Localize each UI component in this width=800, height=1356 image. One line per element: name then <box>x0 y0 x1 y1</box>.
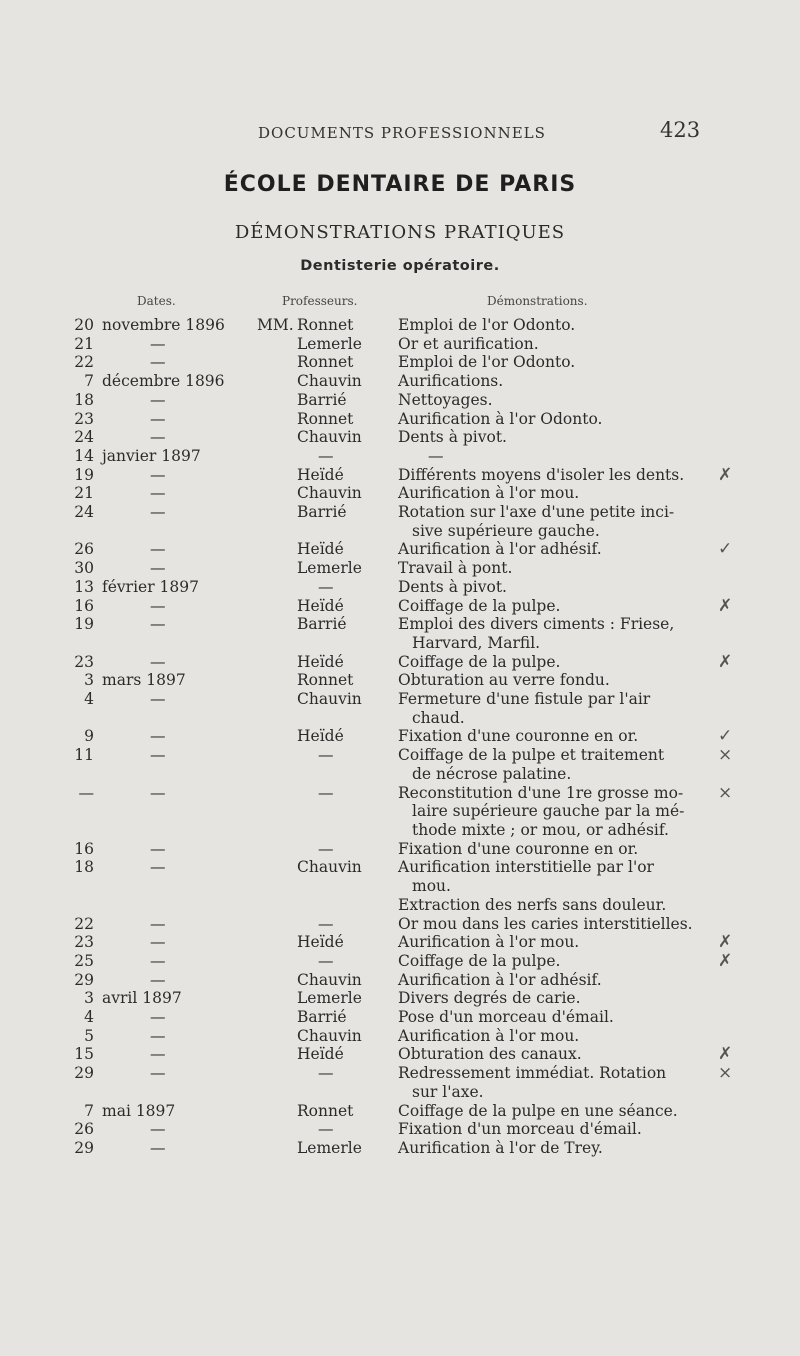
row-demonstration <box>398 840 710 859</box>
demonstration-line: Aurification à l'or mou. <box>398 1026 580 1045</box>
demonstration-line: Aurification à l'or adhésif. <box>398 970 602 989</box>
demonstration-line: Rotation sur l'axe d'une petite inci- <box>398 503 675 522</box>
row-professor: Heïdé <box>297 1045 344 1064</box>
column-header-professors: Professeurs. <box>282 294 358 308</box>
demonstration-line: Obturation au verre fondu. <box>398 671 610 690</box>
demonstration-line: Aurification à l'or adhésif. <box>398 540 602 559</box>
row-day: 18 <box>74 858 94 877</box>
row-day: 24 <box>74 503 94 522</box>
row-demonstration <box>398 615 710 652</box>
row-professor: Chauvin <box>297 428 362 447</box>
row-month: avril 1897 <box>102 989 182 1008</box>
running-title: DOCUMENTS PROFESSIONNELS <box>258 124 546 142</box>
row-professor: Lemerle <box>297 334 362 353</box>
demonstration-line: — <box>428 446 444 465</box>
row-day: 29 <box>74 1138 94 1157</box>
table-row <box>0 727 800 746</box>
table-row <box>0 858 800 914</box>
table-row <box>0 410 800 429</box>
row-professor: Ronnet <box>297 353 354 372</box>
row-day: 15 <box>74 1045 94 1064</box>
row-professor: Chauvin <box>297 970 362 989</box>
demonstration-line: Aurification interstitielle par l'or <box>398 858 654 877</box>
row-demonstration <box>398 915 710 934</box>
row-day: 24 <box>74 428 94 447</box>
table-row <box>0 428 800 447</box>
table-row <box>0 316 800 335</box>
row-month: — <box>150 746 166 765</box>
row-day: 4 <box>84 690 94 709</box>
table-row <box>0 1027 800 1046</box>
row-month: — <box>150 559 166 578</box>
row-demonstration <box>398 410 710 429</box>
demonstration-line: Reconstitution d'une 1re grosse mo- <box>398 783 684 802</box>
row-professor: Chauvin <box>297 484 362 503</box>
demonstration-line: Dents à pivot. <box>398 428 507 447</box>
row-day: 7 <box>84 1101 94 1120</box>
row-month: — <box>150 1064 166 1083</box>
row-demonstration <box>398 372 710 391</box>
row-month: — <box>150 858 166 877</box>
row-professor: Barrié <box>297 503 347 522</box>
row-professor: Heïdé <box>297 933 344 952</box>
row-day: 5 <box>84 1026 94 1045</box>
row-day: 26 <box>74 1120 94 1139</box>
row-month: — <box>150 1045 166 1064</box>
row-day: 29 <box>74 1064 94 1083</box>
row-demonstration <box>398 653 710 672</box>
row-demonstration <box>398 428 710 447</box>
row-month: février 1897 <box>102 577 199 596</box>
row-professor: — <box>318 746 334 765</box>
row-month: — <box>150 652 166 671</box>
row-day: 14 <box>74 446 94 465</box>
row-professor: — <box>318 839 334 858</box>
table-row <box>0 559 800 578</box>
margin-check-mark-icon: ✗ <box>718 932 733 953</box>
row-professor: Heïdé <box>297 540 344 559</box>
page-title: ÉCOLE DENTAIRE DE PARIS <box>223 172 577 197</box>
row-demonstration <box>398 316 710 335</box>
row-professor: Lemerle <box>297 1138 362 1157</box>
row-professor: Ronnet <box>297 316 354 334</box>
table-row <box>0 1120 800 1139</box>
row-demonstration <box>398 784 710 840</box>
table-row <box>0 615 800 652</box>
table-row <box>0 952 800 971</box>
row-day: 20 <box>74 316 94 334</box>
row-professor: Heïdé <box>297 465 344 484</box>
table-row <box>0 653 800 672</box>
demonstration-line: sive supérieure gauche. <box>412 521 600 540</box>
demonstration-line: mou. <box>412 877 451 896</box>
margin-check-mark-icon: ✓ <box>718 539 733 560</box>
demonstration-line: Divers degrés de carie. <box>398 989 581 1008</box>
table-row <box>0 335 800 354</box>
table-row <box>0 540 800 559</box>
row-day: 3 <box>84 671 94 690</box>
page-subtitle: DÉMONSTRATIONS PRATIQUES <box>234 222 566 243</box>
row-month: — <box>150 1120 166 1139</box>
row-demonstration <box>398 484 710 503</box>
row-professor: Ronnet <box>297 671 354 690</box>
demonstration-line: thode mixte ; or mou, or adhésif. <box>412 820 669 839</box>
row-day: — <box>78 783 94 802</box>
row-month: décembre 1896 <box>102 372 225 391</box>
row-day: 11 <box>74 746 94 765</box>
demonstration-line: Obturation des canaux. <box>398 1045 582 1064</box>
row-month: — <box>150 933 166 952</box>
row-demonstration <box>398 1027 710 1046</box>
row-day: 23 <box>74 409 94 428</box>
page-number: 423 <box>660 118 701 142</box>
row-demonstration <box>398 746 710 783</box>
table-row <box>0 372 800 391</box>
row-month: — <box>150 1138 166 1157</box>
row-demonstration <box>398 1139 710 1158</box>
row-professor: Barrié <box>297 1008 347 1027</box>
margin-check-mark-icon: ✓ <box>718 726 733 747</box>
row-demonstration <box>398 952 710 971</box>
demonstration-line: Aurification à l'or de Trey. <box>398 1138 603 1157</box>
row-demonstration <box>398 727 710 746</box>
demonstration-line: Travail à pont. <box>398 559 513 578</box>
row-month: — <box>150 465 166 484</box>
column-header-dates: Dates. <box>137 294 176 308</box>
margin-check-mark-icon: × <box>718 745 733 766</box>
demonstration-line: Coiffage de la pulpe. <box>398 596 561 615</box>
row-day: 3 <box>84 989 94 1008</box>
row-demonstration <box>398 578 710 597</box>
demonstration-line: Coiffage de la pulpe. <box>398 652 561 671</box>
row-month: — <box>150 1008 166 1027</box>
row-day: 16 <box>74 839 94 858</box>
row-day: 18 <box>74 390 94 409</box>
row-month: novembre 1896 <box>102 316 225 334</box>
row-demonstration <box>398 1102 710 1121</box>
demonstration-line: Emploi de l'or Odonto. <box>398 316 576 334</box>
row-professor: Barrié <box>297 390 347 409</box>
demonstration-line: laire supérieure gauche par la mé- <box>412 802 685 821</box>
demonstration-line: Redressement immédiat. Rotation <box>398 1064 667 1083</box>
row-demonstration <box>398 447 710 466</box>
demonstration-line: Fermeture d'une fistule par l'air <box>398 690 651 709</box>
table-row <box>0 746 800 783</box>
row-professor: — <box>318 577 334 596</box>
table-row <box>0 784 800 840</box>
row-professor: — <box>318 951 334 970</box>
section-heading: Dentisterie opératoire. <box>300 258 500 274</box>
demonstration-line: Aurification à l'or mou. <box>398 484 580 503</box>
row-month: — <box>150 839 166 858</box>
table-row <box>0 503 800 540</box>
row-day: 16 <box>74 596 94 615</box>
row-demonstration <box>398 1008 710 1027</box>
demonstration-line: Coiffage de la pulpe en une séance. <box>398 1101 678 1120</box>
demonstration-line: Emploi des divers ciments : Friese, <box>398 615 675 634</box>
row-professor: Lemerle <box>297 559 362 578</box>
row-month: — <box>150 596 166 615</box>
row-month: — <box>150 390 166 409</box>
row-demonstration <box>398 971 710 990</box>
row-day: 30 <box>74 559 94 578</box>
row-professor: Chauvin <box>297 690 362 709</box>
table-row <box>0 1008 800 1027</box>
row-day: 22 <box>74 914 94 933</box>
margin-check-mark-icon: ✗ <box>718 1044 733 1065</box>
row-professor: — <box>318 783 334 802</box>
row-demonstration <box>398 540 710 559</box>
demonstration-line: Pose d'un morceau d'émail. <box>398 1008 614 1027</box>
table-row <box>0 1139 800 1158</box>
row-month: — <box>150 690 166 709</box>
table-row <box>0 690 800 727</box>
row-day: 22 <box>74 353 94 372</box>
demonstration-line: Aurification à l'or Odonto. <box>398 409 603 428</box>
row-mm-prefix: MM. <box>257 316 294 334</box>
row-month: — <box>150 484 166 503</box>
table-row <box>0 971 800 990</box>
row-professor: Ronnet <box>297 1101 354 1120</box>
row-month: — <box>150 914 166 933</box>
row-demonstration <box>398 353 710 372</box>
margin-check-mark-icon: ✗ <box>718 595 733 616</box>
table-row <box>0 578 800 597</box>
row-month: — <box>150 503 166 522</box>
row-day: 13 <box>74 577 94 596</box>
demonstration-line: Aurifications. <box>398 372 504 391</box>
row-month: — <box>150 334 166 353</box>
row-month: — <box>150 409 166 428</box>
row-professor: Chauvin <box>297 858 362 877</box>
row-month: — <box>150 970 166 989</box>
row-demonstration <box>398 466 710 485</box>
column-header-demonstrations: Démonstrations. <box>487 294 588 308</box>
table-row <box>0 597 800 616</box>
row-demonstration <box>398 503 710 540</box>
demonstration-line: Harvard, Marfil. <box>412 633 541 652</box>
row-professor: Barrié <box>297 615 347 634</box>
table-row <box>0 1102 800 1121</box>
row-month: — <box>150 951 166 970</box>
row-day: 26 <box>74 540 94 559</box>
row-month: mai 1897 <box>102 1101 176 1120</box>
row-month: — <box>150 727 166 746</box>
table-row <box>0 353 800 372</box>
demonstration-line: chaud. <box>412 708 465 727</box>
demonstration-line: Dents à pivot. <box>398 577 507 596</box>
table-row <box>0 466 800 485</box>
table-row <box>0 484 800 503</box>
demonstration-line: Or mou dans les caries interstitielles. <box>398 914 693 933</box>
table-row <box>0 915 800 934</box>
row-month: — <box>150 540 166 559</box>
row-demonstration <box>398 858 710 914</box>
row-professor: Heïdé <box>297 596 344 615</box>
row-demonstration <box>398 671 710 690</box>
demonstration-line: Aurification à l'or mou. <box>398 933 580 952</box>
margin-check-mark-icon: ✗ <box>718 464 733 485</box>
demonstration-line: Coiffage de la pulpe et traitement <box>398 746 665 765</box>
table-row <box>0 391 800 410</box>
row-professor: Heïdé <box>297 727 344 746</box>
row-month: mars 1897 <box>102 671 186 690</box>
row-demonstration <box>398 559 710 578</box>
row-day: 21 <box>74 484 94 503</box>
row-demonstration <box>398 933 710 952</box>
row-demonstration <box>398 391 710 410</box>
row-professor: — <box>318 1064 334 1083</box>
row-month: — <box>150 353 166 372</box>
schedule-table <box>0 316 800 1158</box>
row-demonstration <box>398 1120 710 1139</box>
row-month: janvier 1897 <box>102 446 201 465</box>
margin-check-mark-icon: × <box>718 1063 733 1084</box>
demonstration-line: sur l'axe. <box>412 1082 484 1101</box>
margin-check-mark-icon: × <box>718 782 733 803</box>
table-row <box>0 1045 800 1064</box>
demonstration-line: Différents moyens d'isoler les dents. <box>398 465 685 484</box>
table-row <box>0 989 800 1008</box>
row-demonstration <box>398 1045 710 1064</box>
row-professor: Chauvin <box>297 372 362 391</box>
demonstration-line: Fixation d'un morceau d'émail. <box>398 1120 642 1139</box>
table-row <box>0 447 800 466</box>
table-row <box>0 840 800 859</box>
row-day: 7 <box>84 372 94 391</box>
row-professor: — <box>318 914 334 933</box>
row-day: 19 <box>74 615 94 634</box>
row-day: 21 <box>74 334 94 353</box>
row-professor: — <box>318 446 334 465</box>
demonstration-line: Coiffage de la pulpe. <box>398 951 561 970</box>
demonstration-line: Emploi de l'or Odonto. <box>398 353 576 372</box>
row-month: — <box>150 428 166 447</box>
row-day: 23 <box>74 652 94 671</box>
row-day: 23 <box>74 933 94 952</box>
demonstration-line: Fixation d'une couronne en or. <box>398 727 639 746</box>
row-day: 25 <box>74 951 94 970</box>
row-professor: Lemerle <box>297 989 362 1008</box>
margin-check-mark-icon: ✗ <box>718 651 733 672</box>
row-demonstration <box>398 335 710 354</box>
row-professor: — <box>318 1120 334 1139</box>
row-day: 4 <box>84 1008 94 1027</box>
row-month: — <box>150 1026 166 1045</box>
row-professor: Heïdé <box>297 652 344 671</box>
demonstration-line: Nettoyages. <box>398 390 493 409</box>
row-day: 9 <box>84 727 94 746</box>
row-month: — <box>150 615 166 634</box>
row-month: — <box>150 783 166 802</box>
row-demonstration <box>398 597 710 616</box>
row-demonstration <box>398 989 710 1008</box>
demonstration-line: Extraction des nerfs sans douleur. <box>398 895 667 914</box>
row-day: 19 <box>74 465 94 484</box>
row-professor: Ronnet <box>297 409 354 428</box>
row-day: 29 <box>74 970 94 989</box>
table-row <box>0 933 800 952</box>
row-demonstration <box>398 1064 710 1101</box>
row-professor: Chauvin <box>297 1026 362 1045</box>
table-row <box>0 671 800 690</box>
demonstration-line: Fixation d'une couronne en or. <box>398 839 639 858</box>
table-row <box>0 1064 800 1101</box>
row-demonstration <box>398 690 710 727</box>
margin-check-mark-icon: ✗ <box>718 950 733 971</box>
demonstration-line: Or et aurification. <box>398 334 539 353</box>
demonstration-line: de nécrose palatine. <box>412 764 572 783</box>
